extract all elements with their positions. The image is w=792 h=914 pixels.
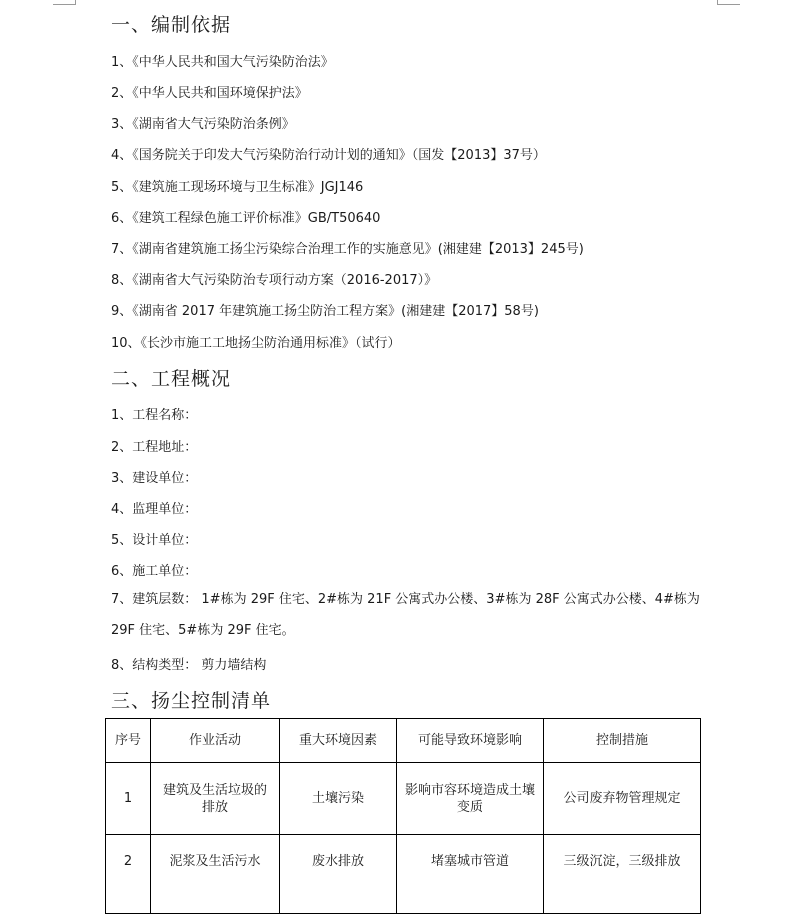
cell-factor: 土壤污染 [280,763,397,835]
section-heading-overview: 二、工程概况 [111,368,232,390]
cell-activity: 建筑及生活垃圾的排放 [151,763,280,835]
basis-item-7: 7、《湖南省建筑施工扬尘污染综合治理工作的实施意见》(湘建建【2013】245号) [111,242,584,257]
overview-contractor: 6、施工单位： [111,564,198,579]
overview-structure-type: 8、结构类型： 剪力墙结构 [111,658,267,673]
basis-item-2: 2、《中华人民共和国环境保护法》 [111,86,308,101]
cell-activity: 泥浆及生活污水 [151,835,280,914]
cell-seq: 1 [106,763,151,835]
cell-factor: 废水排放 [280,835,397,914]
basis-item-9: 9、《湖南省 2017 年建筑施工扬尘防治工程方案》(湘建建【2017】58号) [111,304,539,319]
basis-item-3: 3、《湖南省大气污染防治条例》 [111,117,295,132]
dust-control-table [105,718,701,914]
cell-impact: 影响市容环境造成土壤变质 [397,763,544,835]
header-activity: 作业活动 [151,719,280,763]
basis-item-8: 8、《湖南省大气污染防治专项行动方案（2016-2017）》 [111,273,438,288]
basis-item-4: 4、《国务院关于印发大气污染防治行动计划的通知》（国发【2013】37号） [111,148,546,163]
header-impact: 可能导致环境影响 [397,719,544,763]
table-header-row [106,719,701,763]
cell-impact: 堵塞城市管道 [397,835,544,914]
overview-project-name: 1、工程名称： [111,408,198,423]
overview-client: 3、建设单位： [111,471,198,486]
basis-item-5: 5、《建筑施工现场环境与卫生标准》JGJ146 [111,180,364,195]
header-measure: 控制措施 [544,719,701,763]
overview-floors: 7、建筑层数： 1#栋为 29F 住宅、2#栋为 21F 公寓式办公楼、3#栋为 28F 公寓式办公楼、4#栋为 29F 住宅、5#栋为 29F 住宅。 [111,592,700,638]
table-row [106,835,701,914]
header-factor: 重大环境因素 [280,719,397,763]
header-seq: 序号 [106,719,151,763]
cell-seq: 2 [106,835,151,914]
page-corner-mark-left [53,0,76,5]
overview-project-address: 2、工程地址： [111,440,198,455]
cell-measure: 公司废弃物管理规定 [544,763,701,835]
basis-item-1: 1、《中华人民共和国大气污染防治法》 [111,55,334,70]
page-corner-mark-right [717,0,740,5]
section-heading-dust-list: 三、扬尘控制清单 [111,690,272,712]
section-heading-basis: 一、编制依据 [111,14,232,36]
cell-measure: 三级沉淀，三级排放 [544,835,701,914]
basis-item-10: 10、《长沙市施工工地扬尘防治通用标准》（试行） [111,336,401,351]
overview-supervisor: 4、监理单位： [111,502,198,517]
overview-designer: 5、设计单位： [111,533,198,548]
table-row [106,763,701,835]
basis-item-6: 6、《建筑工程绿色施工评价标准》GB/T50640 [111,211,381,226]
